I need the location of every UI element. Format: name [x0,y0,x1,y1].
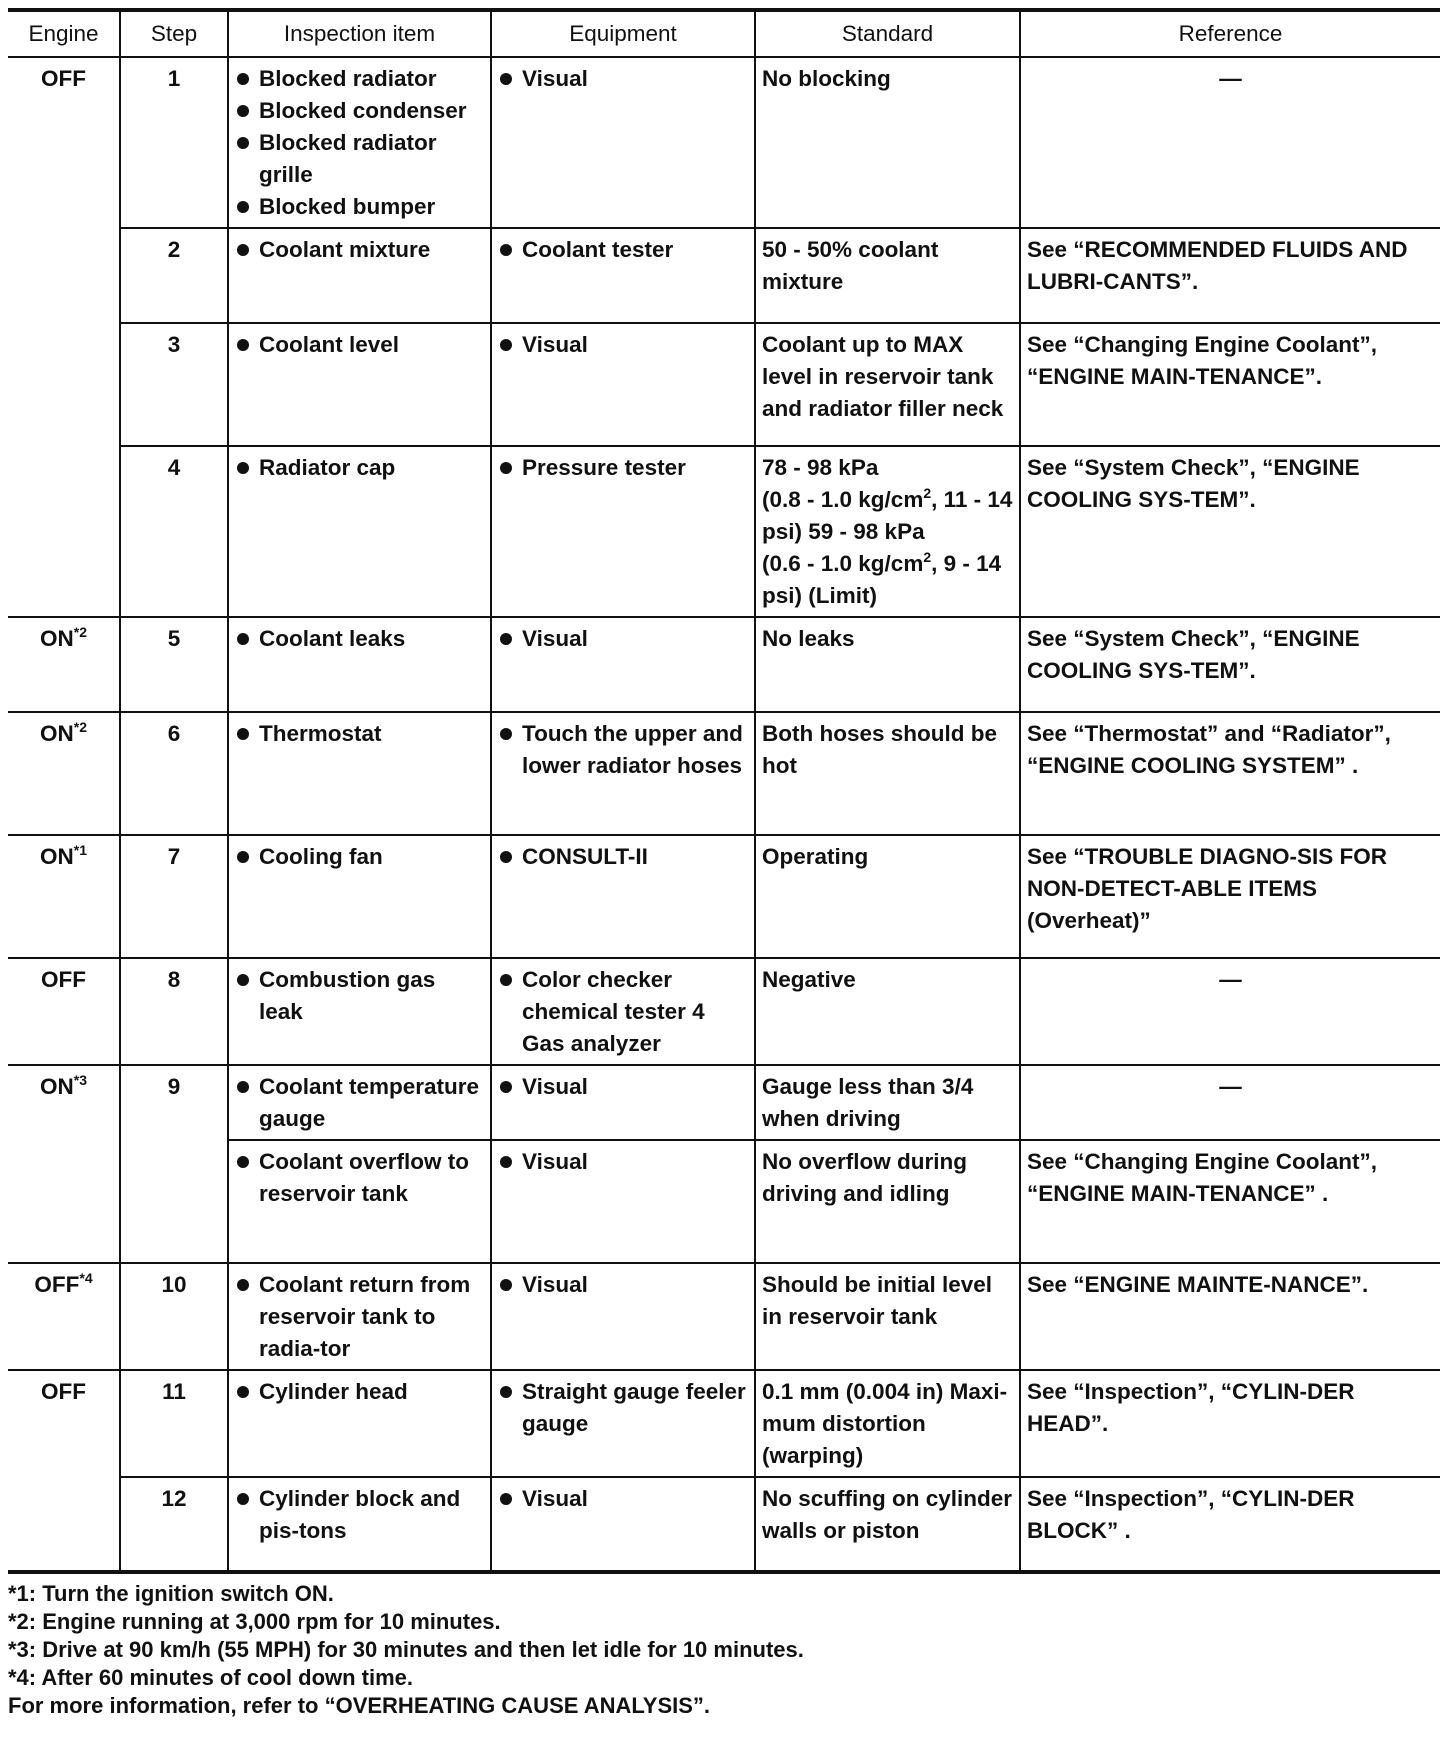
inspection-item-cell [228,1140,491,1263]
inspection-item-cell [228,446,491,617]
bullet-item: Radiator cap [235,452,484,484]
step-cell: 5 [120,617,228,712]
reference-cell: See “Inspection”, “CYLIN-DER HEAD”. [1020,1370,1440,1477]
equipment-cell [491,712,755,835]
bullet-item: Visual [498,63,748,95]
equipment-cell [491,323,755,446]
header-step: Step [120,10,228,57]
engine-cell: OFF [8,1370,120,1572]
standard-cell: 50 - 50% coolant mixture [755,228,1020,323]
engine-cell: OFF [8,57,120,617]
bullet-item: Coolant level [235,329,484,361]
footnote-3: *3: Drive at 90 km/h (55 MPH) for 30 minutes and then let idle for 10 minutes. [8,1637,804,1662]
table-row [8,958,1440,1065]
bullet-item: Straight gauge feeler gauge [498,1376,748,1440]
standard-cell: Both hoses should be hot [755,712,1020,835]
reference-cell: See “TROUBLE DIAGNO-SIS FOR NON-DETECT-ABLE ITEMS (Overheat)” [1020,835,1440,958]
reference-cell: See “System Check”, “ENGINE COOLING SYS-TEM”. [1020,446,1440,617]
equipment-cell [491,57,755,228]
superscript: 2 [923,549,932,565]
header-reference: Reference [1020,10,1440,57]
bullet-item: Visual [498,1269,748,1301]
bullet-item: CONSULT-II [498,841,748,873]
footnote-marker: *2 [73,719,87,735]
reference-cell: See “Inspection”, “CYLIN-DER BLOCK” . [1020,1477,1440,1572]
inspection-item-cell [228,1370,491,1477]
superscript: 2 [923,485,932,501]
equipment-cell [491,1477,755,1572]
step-cell: 4 [120,446,228,617]
step-cell: 11 [120,1370,228,1477]
table-row [8,835,1440,958]
inspection-item-cell [228,1263,491,1370]
engine-cell: ON$^{*3}$ [8,1065,120,1263]
equipment-cell [491,1263,755,1370]
step-cell: 2 [120,228,228,323]
standard-cell: No overflow during driving and idling [755,1140,1020,1263]
engine-cell: ON$^{*2}$ [8,617,120,712]
reference-cell: — [1020,1065,1440,1140]
header-engine: Engine [8,10,120,57]
table-row [8,446,1440,617]
inspection-sheet [8,8,1440,1720]
standard-cell: No blocking [755,57,1020,228]
header-row [8,10,1440,57]
reference-cell: See “ENGINE MAINTE-NANCE”. [1020,1263,1440,1370]
header-equipment: Equipment [491,10,755,57]
bullet-item: Coolant overflow to reservoir tank [235,1146,484,1210]
bullet-item: Blocked radiator [235,63,484,95]
overheating-inspection-table [8,8,1440,1574]
bullet-item: Visual [498,329,748,361]
reference-cell: See “Changing Engine Coolant”, “ENGINE MAIN-TENANCE” . [1020,1140,1440,1263]
footnote-marker: *4 [79,1270,93,1286]
table-row [8,1065,1440,1140]
standard-line: 78 - 98 kPa [762,455,879,480]
equipment-cell [491,958,755,1065]
inspection-item-cell [228,1477,491,1572]
standard-cell: 0.1 mm (0.004 in) Maxi-mum distortion (warping) [755,1370,1020,1477]
step-cell: 1 [120,57,228,228]
equipment-cell [491,1140,755,1263]
table-row [8,1370,1440,1477]
step-cell: 7 [120,835,228,958]
inspection-item-cell [228,1065,491,1140]
bullet-item: Combustion gas leak [235,964,484,1028]
footnotes [8,1580,1440,1720]
standard-line: , 11 - 14 psi) 59 - 98 kPa [762,487,1013,544]
step-cell: 3 [120,323,228,446]
bullet-item: Thermostat [235,718,484,750]
engine-cell: OFF [8,958,120,1065]
bullet-item: Pressure tester [498,452,748,484]
step-cell: 6 [120,712,228,835]
step-cell: 9 [120,1065,228,1263]
bullet-item: Blocked condenser [235,95,484,127]
inspection-item-cell [228,712,491,835]
standard-line: (0.8 - 1.0 kg/cm [762,487,924,512]
inspection-item-cell [228,323,491,446]
bullet-item: Coolant tester [498,234,748,266]
footnote-4: *4: After 60 minutes of cool down time. [8,1665,414,1690]
table-row [8,1263,1440,1370]
header-inspection-item: Inspection item [228,10,491,57]
header-standard: Standard [755,10,1020,57]
footnote-2: *2: Engine running at 3,000 rpm for 10 minutes. [8,1609,501,1634]
reference-cell: See “Thermostat” and “Radiator”, “ENGINE COOLING SYSTEM” . [1020,712,1440,835]
equipment-cell [491,446,755,617]
bullet-item: Visual [498,623,748,655]
standard-cell: Operating [755,835,1020,958]
bullet-item: Blocked bumper [235,191,484,223]
bullet-item: Touch the upper and lower radiator hoses [498,718,748,782]
footnote-1: *1: Turn the ignition switch ON. [8,1581,334,1606]
inspection-item-cell [228,617,491,712]
engine-cell: ON$^{*2}$ [8,712,120,835]
table-row [8,1477,1440,1572]
bullet-item: Visual [498,1071,748,1103]
footnote-marker: *3 [73,1072,87,1088]
reference-cell: — [1020,958,1440,1065]
standard-cell: Coolant up to MAX level in reservoir tank and radiator filler neck [755,323,1020,446]
step-cell: 10 [120,1263,228,1370]
inspection-item-cell [228,835,491,958]
standard-cell: Negative [755,958,1020,1065]
footnote-marker: *2 [73,624,87,640]
step-cell: 8 [120,958,228,1065]
table-row [8,712,1440,835]
reference-cell: See “RECOMMENDED FLUIDS AND LUBRI-CANTS”. [1020,228,1440,323]
bullet-item: Cylinder block and pis-tons [235,1483,484,1547]
bullet-item: Blocked radiator grille [235,127,484,191]
table-row [8,323,1440,446]
footnote-marker: *1 [73,842,87,858]
inspection-item-cell [228,958,491,1065]
bullet-item: Coolant return from reservoir tank to radia-tor [235,1269,484,1365]
equipment-cell [491,228,755,323]
table-row [8,617,1440,712]
bullet-item: Coolant mixture [235,234,484,266]
bullet-item: Color checker chemical tester 4 Gas analyzer [498,964,748,1060]
step-cell: 12 [120,1477,228,1572]
equipment-cell [491,617,755,712]
equipment-cell [491,835,755,958]
reference-cell: See “Changing Engine Coolant”, “ENGINE MAIN-TENANCE”. [1020,323,1440,446]
bullet-item: Visual [498,1483,748,1515]
standard-line: (0.6 - 1.0 kg/cm [762,551,924,576]
reference-cell: — [1020,57,1440,228]
standard-cell: Gauge less than 3/4 when driving [755,1065,1020,1140]
bullet-item: Visual [498,1146,748,1178]
bullet-item: Coolant temperature gauge [235,1071,484,1135]
reference-cell: See “System Check”, “ENGINE COOLING SYS-TEM”. [1020,617,1440,712]
bullet-item: Coolant leaks [235,623,484,655]
engine-cell: OFF$^{*4}$ [8,1263,120,1370]
table-row [8,57,1440,228]
table-row [8,228,1440,323]
equipment-cell [491,1065,755,1140]
more-info-note: For more information, refer to “OVERHEATING CAUSE ANALYSIS”. [8,1693,711,1718]
bullet-item: Cylinder head [235,1376,484,1408]
standard-cell: No leaks [755,617,1020,712]
inspection-item-cell [228,228,491,323]
standard-line: , 9 - 14 psi) (Limit) [762,551,1002,608]
standard-cell: No scuffing on cylinder walls or piston [755,1477,1020,1572]
equipment-cell [491,1370,755,1477]
standard-cell: Should be initial level in reservoir tank [755,1263,1020,1370]
inspection-item-cell [228,57,491,228]
engine-cell: ON$^{*1}$ [8,835,120,958]
bullet-item: Cooling fan [235,841,484,873]
standard-cell [755,446,1020,617]
